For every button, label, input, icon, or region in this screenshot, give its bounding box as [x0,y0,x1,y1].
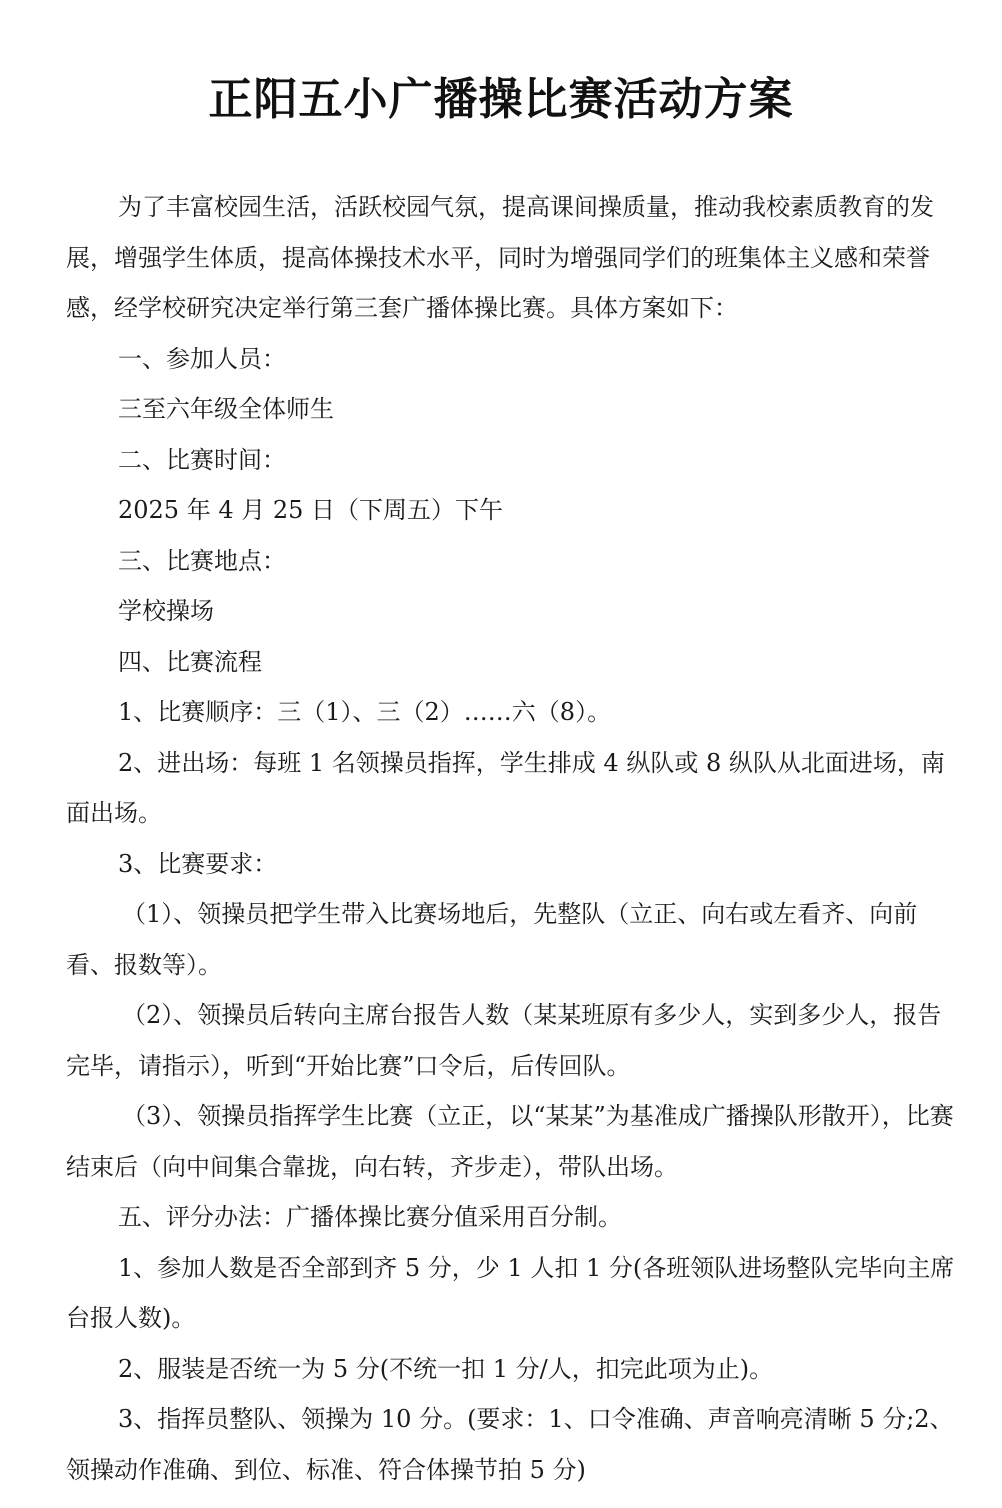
location-text: 学校操场 [118,597,214,625]
section-heading-process: 四、比赛流程 [118,647,262,676]
process-item-entry: 2、进出场：每班 1 名领操员指挥，学生排成 4 纵队或 8 纵队从北面进场，南面出场。 [66,748,945,827]
section-heading-location: 三、比赛地点： [118,546,286,575]
scoring-item-3: 3、指挥员整队、领操为 10 分。(要求：1、口令准确、声音响亮清晰 5 分;2、领操动作准确、到位、标准、符合体操节拍 5 分) [66,1405,954,1484]
process-item-order: 1、比赛顺序：三（1）、三（2）……六（8）。 [118,698,612,726]
document-title: 正阳五小广播操比赛活动方案 [208,74,794,125]
section-heading-scoring: 五、评分办法：广播体操比赛分值采用百分制。 [118,1203,622,1231]
intro-paragraph: 为了丰富校园生活，活跃校园气氛，提高课间操质量，推动我校素质教育的发展，增强学生体质，提高体操技术水平，同时为增强同学们的班集体主义感和荣誉感，经学校研究决定举行第三套广播体操比赛。具体方案如下： [66,193,934,322]
process-item-requirements: 3、比赛要求： [118,849,278,878]
requirement-item-2: （2）、领操员后转向主席台报告人数（某某班原有多少人，实到多少人，报告完毕，请指示），听到“开始比赛”口令后，后传回队。 [66,1001,942,1080]
participants-text: 三至六年级全体师生 [118,395,334,423]
document-body [66,182,962,1495]
section-heading-time: 二、比赛时间： [118,445,286,474]
scoring-item-2: 2、服装是否统一为 5 分(不统一扣 1 分/人，扣完此项为止)。 [118,1354,774,1383]
scoring-item-1: 1、参加人数是否全部到齐 5 分，少 1 人扣 1 分(各班领队进场整队完毕向主席台报人数)。 [66,1253,955,1332]
section-heading-participants: 一、参加人员： [118,344,286,373]
time-text: 2025 年 4 月 25 日（下周五）下午 [118,496,504,524]
requirement-item-1: （1）、领操员把学生带入比赛场地后，先整队（立正、向右或左看齐、向前看、报数等）。 [66,900,918,979]
requirement-item-3: （3）、领操员指挥学生比赛（立正，以“某某”为基准成广播操队形散开），比赛结束后（向中间集合靠拢，向右转，齐步走），带队出场。 [66,1102,954,1181]
